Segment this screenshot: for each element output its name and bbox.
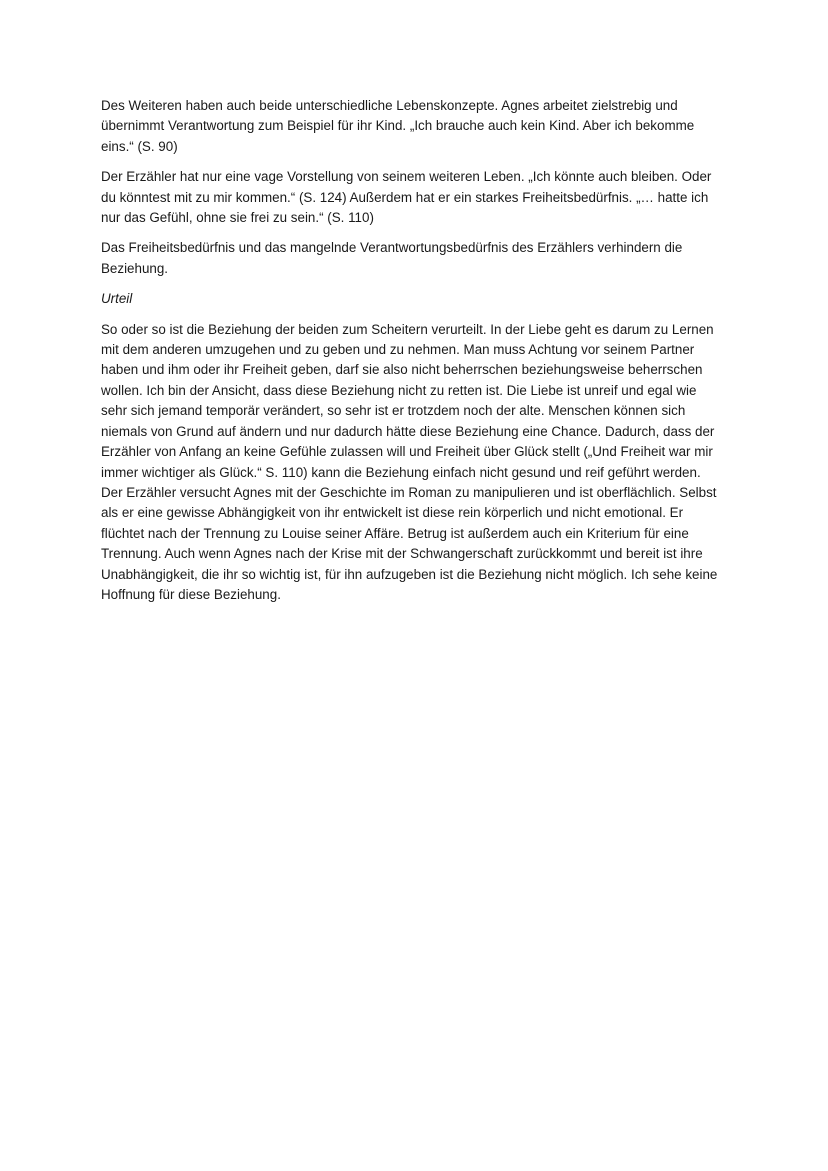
document-page bbox=[101, 96, 723, 615]
paragraph-lebenskonzepte: Des Weiteren haben auch beide unterschiedliche Lebenskonzepte. Agnes arbeitet zielstrebig und übernimmt Verantwortung zum Beispiel für ihr Kind. „Ich brauche auch kein Kind. Aber ich bekomme eins.“ (S. 90) bbox=[101, 98, 695, 154]
paragraph-urteil: So oder so ist die Beziehung der beiden zum Scheitern verurteilt. In der Liebe geht es darum zu Lernen mit dem anderen umzugehen und zu geben und zu nehmen. Man muss Achtung vor seinem Partner haben und ihm oder ihr Freiheit geben, darf sie also nicht beherrschen beziehungsweise beherrschen wollen. Ich bin der Ansicht, dass diese Beziehung nicht zu retten ist. Die Liebe ist unreif und egal wie sehr sich jemand temporär verändert, so sehr ist er trotzdem noch der alte. Menschen können sich niemals von Grund auf ändern und nur dadurch hätte diese Beziehung eine Chance. Dadurch, dass der Erzähler von Anfang an keine Gefühle zulassen will und Freiheit über Glück stellt („Und Freiheit war mir immer wichtiger als Glück.“ S. 110) kann die Beziehung einfach nicht gesund und reif geführt werden. Der Erzähler versucht Agnes mit der Geschichte im Roman zu manipulieren und ist oberflächlich. Selbst als er eine gewisse Abhängigkeit von ihr entwickelt ist diese rein körperlich und nicht emotional. Er flüchtet nach der Trennung zu Louise seiner Affäre. Betrug ist außerdem auch ein Kriterium für eine Trennung. Auch wenn Agnes nach der Krise mit der Schwangerschaft zurückkommt und bereit ist ihre Unabhängigkeit, die ihr so wichtig ist, für ihn aufzugeben ist die Beziehung nicht möglich. Ich sehe keine Hoffnung für diese Beziehung. bbox=[101, 321, 718, 602]
section-heading-urteil: Urteil bbox=[101, 291, 133, 307]
paragraph-freiheitsbeduerfnis: Das Freiheitsbedürfnis und das mangelnde Verantwortungsbedürfnis des Erzählers verhindern die Beziehung. bbox=[101, 240, 683, 276]
paragraph-erzaehler-vorstellung: Der Erzähler hat nur eine vage Vorstellung von seinem weiteren Leben. „Ich könnte auch bleiben. Oder du könntest mit zu mir kommen.“ (S. 124) Außerdem hat er ein starkes Freiheitsbedürfnis. „… hatte ich nur das Gefühl, ohne sie frei zu sein.“ (S. 110) bbox=[101, 169, 712, 226]
